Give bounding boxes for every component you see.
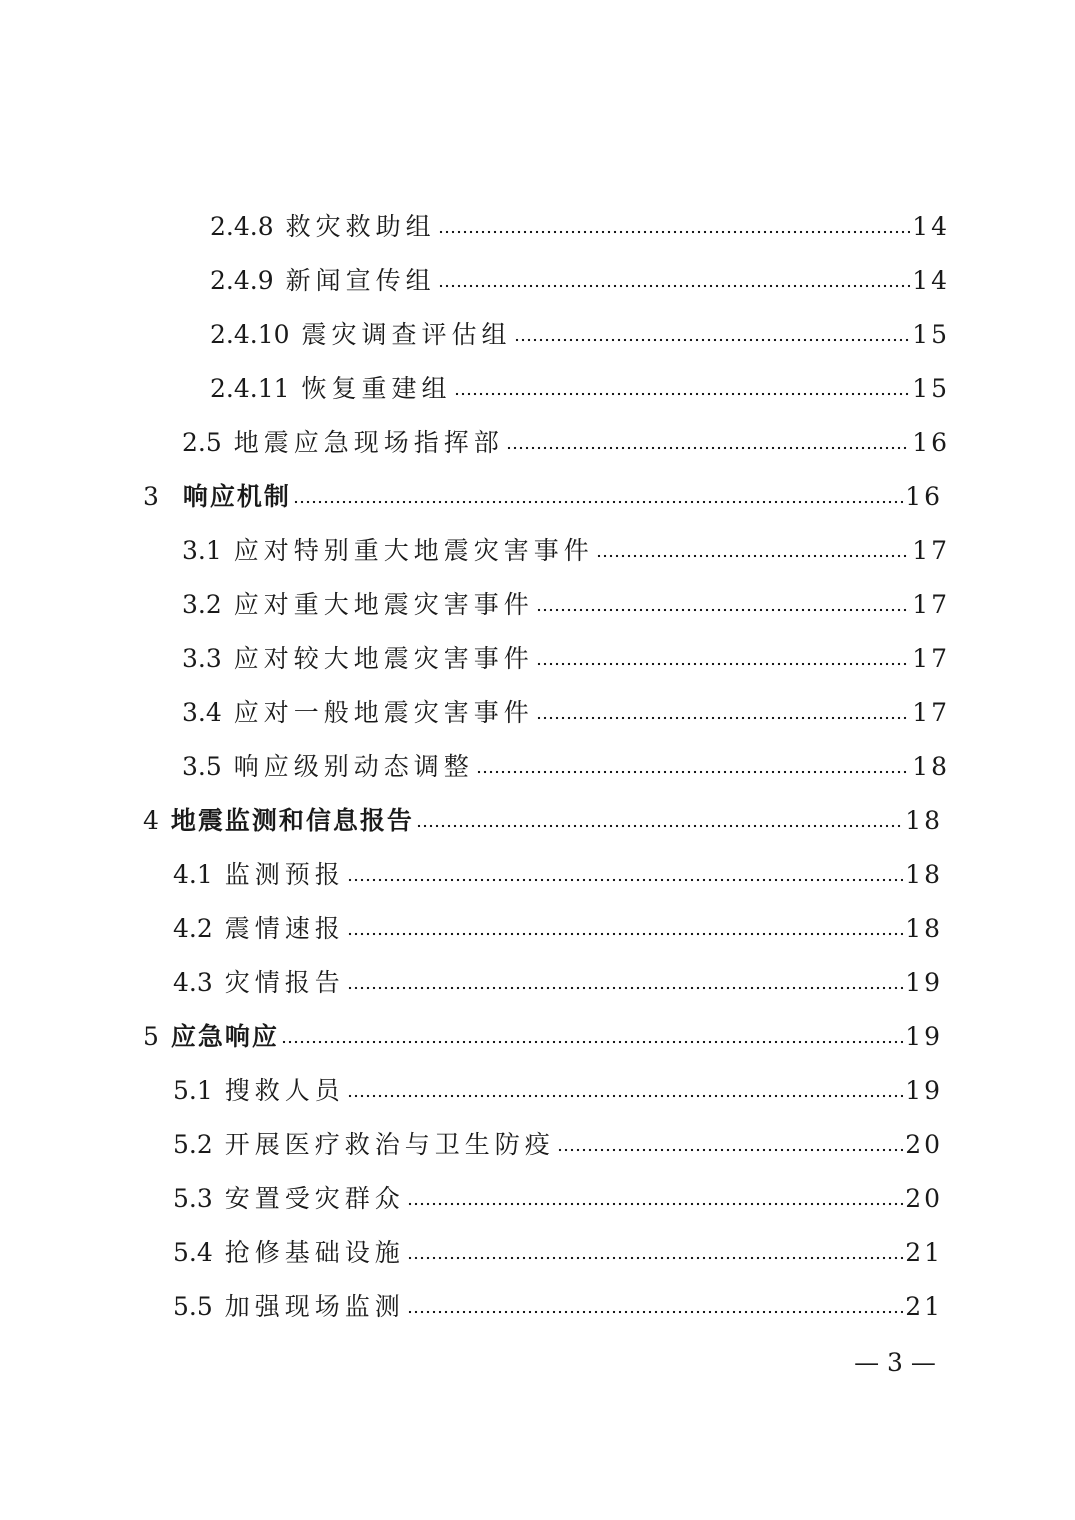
toc-entry[interactable] (182, 634, 950, 674)
toc-entry[interactable] (173, 904, 943, 944)
toc-entry-title: 响应机制 (182, 482, 291, 511)
toc-entry-chapter[interactable] (143, 1012, 943, 1052)
toc-entry-text (173, 860, 345, 890)
toc-entry-page: 20 (905, 1130, 943, 1159)
toc-entry-title: 安置受灾群众 (224, 1184, 405, 1213)
toc-entry-page: 16 (905, 482, 943, 511)
toc-entry-number: 4 (143, 806, 159, 835)
toc-entry-text (210, 320, 512, 350)
toc-entry[interactable] (182, 580, 950, 620)
toc-entry-chapter[interactable] (143, 472, 943, 512)
toc-entry-number: 5.1 (173, 1076, 213, 1105)
toc-entry-text (182, 644, 534, 674)
toc-entry[interactable] (173, 850, 943, 890)
toc-entry-text (182, 752, 474, 782)
toc-entry-title: 震灾调查评估组 (301, 320, 512, 349)
toc-entry-page: 17 (912, 698, 950, 727)
toc-entry-page: 15 (912, 320, 950, 349)
dot-leader (438, 228, 911, 236)
dot-leader (347, 930, 903, 938)
dot-leader (514, 336, 911, 344)
toc-entry-text (173, 1238, 405, 1268)
toc-entry[interactable] (173, 1228, 943, 1268)
dot-leader (407, 1200, 903, 1208)
toc-entry-number: 3.4 (182, 698, 222, 727)
toc-entry[interactable] (210, 364, 950, 404)
toc-entry[interactable] (182, 688, 950, 728)
toc-entry-page: 19 (905, 1076, 943, 1105)
toc-entry-text (182, 590, 534, 620)
toc-entry-number: 5 (143, 1022, 159, 1051)
toc-entry[interactable] (210, 310, 950, 350)
toc-entry-page: 18 (905, 914, 943, 943)
toc-entry-page: 16 (912, 428, 950, 457)
toc-entry-text (210, 374, 452, 404)
toc-entry-title: 抢修基础设施 (224, 1238, 405, 1267)
toc-entry-text (143, 482, 291, 512)
toc-entry-text (182, 428, 504, 458)
toc-entry-text (210, 266, 436, 296)
toc-entry-number: 3.3 (182, 644, 222, 673)
dot-leader (596, 552, 910, 560)
dot-leader (281, 1038, 903, 1046)
dot-leader (476, 768, 910, 776)
toc-entry-title: 恢复重建组 (301, 374, 452, 403)
toc-entry-title: 应对重大地震灾害事件 (233, 590, 534, 619)
dot-leader (347, 1092, 903, 1100)
dot-leader (506, 444, 910, 452)
dot-leader (536, 714, 910, 722)
dot-leader (557, 1146, 903, 1154)
toc-entry-title: 救灾救助组 (285, 212, 436, 241)
toc-entry-title: 响应级别动态调整 (233, 752, 474, 781)
toc-entry-number: 2.4.10 (210, 320, 290, 349)
toc-entry-number: 5.3 (173, 1184, 213, 1213)
toc-entry[interactable] (173, 1066, 943, 1106)
toc-entry-page: 17 (912, 536, 950, 565)
toc-entry-text (173, 1130, 555, 1160)
toc-entry-number: 3 (143, 482, 159, 511)
toc-entry[interactable] (173, 958, 943, 998)
toc-entry-number: 4.1 (173, 860, 213, 889)
toc-entry-page: 19 (905, 1022, 943, 1051)
toc-entry-page: 15 (912, 374, 950, 403)
toc-entry-number: 4.2 (173, 914, 213, 943)
toc-entry-page: 19 (905, 968, 943, 997)
toc-entry-page: 21 (905, 1292, 943, 1321)
toc-entry[interactable] (173, 1174, 943, 1214)
toc-entry-page: 21 (905, 1238, 943, 1267)
toc-entry-number: 3.1 (182, 536, 222, 565)
toc-entry-title: 灾情报告 (224, 968, 345, 997)
toc-entry-page: 14 (912, 212, 950, 241)
toc-entry-title: 地震监测和信息报告 (170, 806, 414, 835)
toc-entry-page: 17 (912, 644, 950, 673)
dot-leader (407, 1254, 903, 1262)
toc-entry-page: 18 (905, 860, 943, 889)
toc-entry-number: 3.5 (182, 752, 222, 781)
toc-entry-page: 17 (912, 590, 950, 619)
toc-entry[interactable] (182, 418, 950, 458)
toc-entry-title: 监测预报 (224, 860, 345, 889)
toc-entry-number: 2.4.9 (210, 266, 274, 295)
page-number-footer: — 3 — (854, 1348, 936, 1377)
toc-entry-number: 2.4.11 (210, 374, 290, 403)
toc-entry-title: 新闻宣传组 (285, 266, 436, 295)
toc-entry-page: 20 (905, 1184, 943, 1213)
toc-entry-number: 4.3 (173, 968, 213, 997)
dot-leader (293, 498, 903, 506)
toc-entry-page: 18 (905, 806, 943, 835)
toc-entry-number: 5.5 (173, 1292, 213, 1321)
toc-entry-title: 开展医疗救治与卫生防疫 (224, 1130, 555, 1159)
toc-entry-text (182, 698, 534, 728)
toc-entry-text (143, 1022, 279, 1052)
toc-entry-number: 2.5 (182, 428, 222, 457)
toc-entry-title: 应急响应 (170, 1022, 279, 1051)
dot-leader (438, 282, 911, 290)
dot-leader (347, 984, 903, 992)
dot-leader (347, 876, 903, 884)
toc-entry-text (173, 1076, 345, 1106)
toc-entry-text (173, 1184, 405, 1214)
dot-leader (416, 822, 903, 830)
toc-entry-text (182, 536, 594, 566)
toc-entry-title: 加强现场监测 (224, 1292, 405, 1321)
toc-entry-title: 地震应急现场指挥部 (233, 428, 504, 457)
toc-entry-page: 14 (912, 266, 950, 295)
dot-leader (536, 606, 910, 614)
toc-entry-title: 应对较大地震灾害事件 (233, 644, 534, 673)
toc-entry[interactable] (173, 1282, 943, 1322)
toc-entry[interactable] (173, 1120, 943, 1160)
dot-leader (536, 660, 910, 668)
toc-entry-title: 应对一般地震灾害事件 (233, 698, 534, 727)
toc-entry-number: 3.2 (182, 590, 222, 619)
toc-entry-text (173, 968, 345, 998)
toc-entry-title: 震情速报 (224, 914, 345, 943)
toc-entry-number: 2.4.8 (210, 212, 274, 241)
toc-entry-title: 应对特别重大地震灾害事件 (233, 536, 594, 565)
toc-entry-text (173, 914, 345, 944)
toc-entry-text (143, 806, 414, 836)
toc-entry[interactable] (182, 526, 950, 566)
toc-entry[interactable] (210, 256, 950, 296)
dot-leader (407, 1308, 903, 1316)
toc-entry-page: 18 (912, 752, 950, 781)
toc-entry[interactable] (182, 742, 950, 782)
toc-entry-title: 搜救人员 (224, 1076, 345, 1105)
dot-leader (454, 390, 911, 398)
toc-entry-text (173, 1292, 405, 1322)
toc-entry-chapter[interactable] (143, 796, 943, 836)
toc-entry[interactable] (210, 202, 950, 242)
toc-entry-number: 5.4 (173, 1238, 213, 1267)
toc-entry-text (210, 212, 436, 242)
toc-entry-number: 5.2 (173, 1130, 213, 1159)
